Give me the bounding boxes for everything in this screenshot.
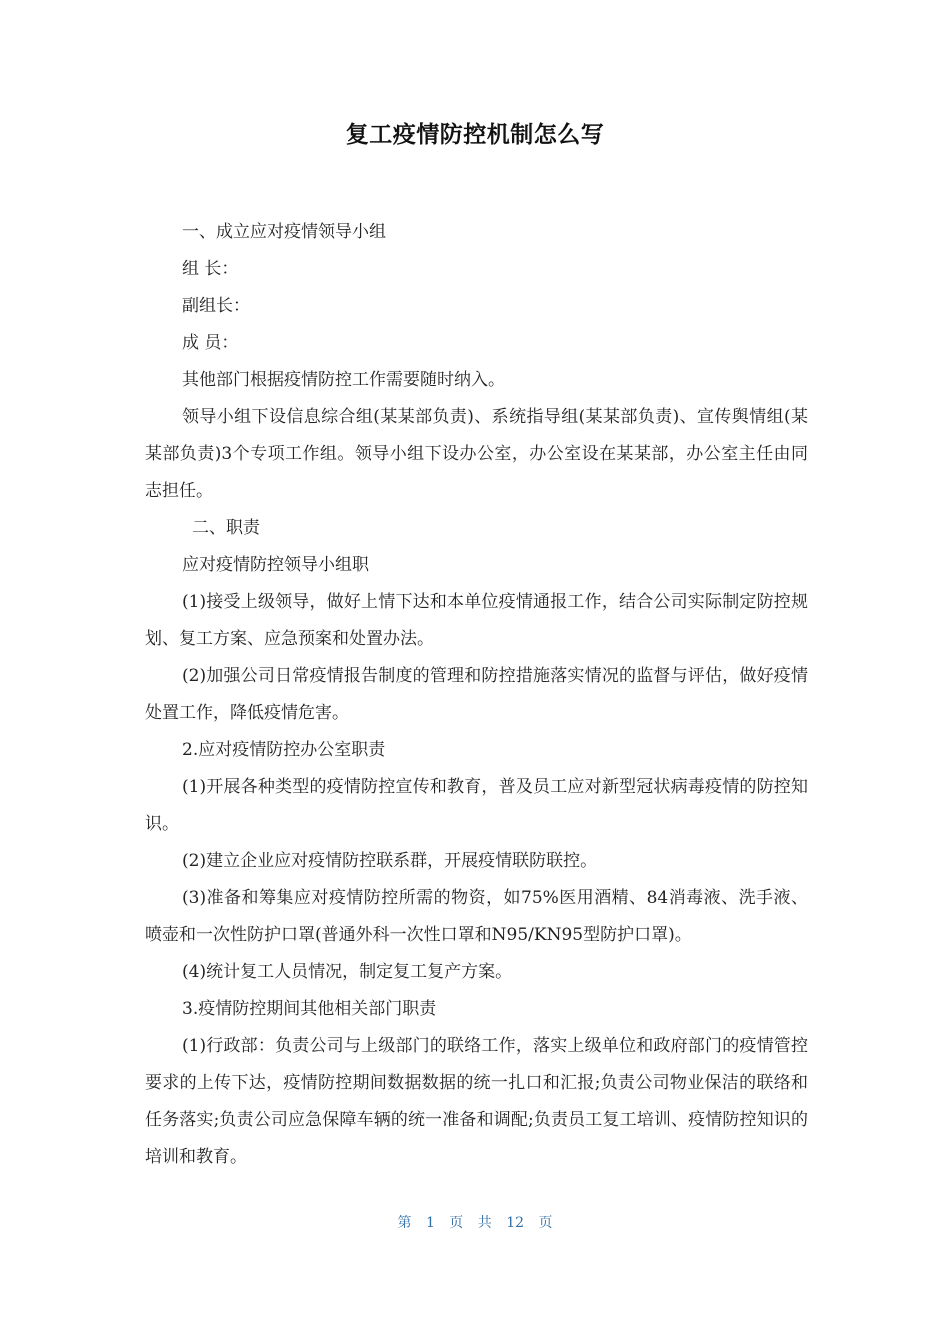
paragraph: 应对疫情防控领导小组职 (182, 555, 369, 575)
section-heading-1: 一、成立应对疫情领导小组 (182, 222, 386, 242)
document-title: 复工疫情防控机制怎么写 (345, 122, 605, 148)
document-body (145, 214, 808, 1176)
paragraph: (2)建立企业应对疫情防控联系群，开展疫情联防联控。 (182, 851, 598, 871)
paragraph: (4)统计复工人员情况，制定复工复产方案。 (182, 962, 513, 982)
deputy-leader-line: 副组长： (182, 296, 250, 316)
paragraph: 其他部门根据疫情防控工作需要随时纳入。 (182, 370, 505, 390)
paragraph: (1)接受上级领导，做好上情下达和本单位疫情通报工作，结合公司实际制定防控规划、复工方案、应急预案和处置办法。 (145, 592, 808, 649)
members-line: 成 员： (182, 333, 239, 353)
paragraph: (2)加强公司日常疫情报告制度的管理和防控措施落实情况的监督与评估，做好疫情处置工作，降低疫情危害。 (145, 666, 808, 723)
page-number-footer: 第 1 页 共 12 页 (397, 1215, 553, 1231)
paragraph: (1)开展各种类型的疫情防控宣传和教育，普及员工应对新型冠状病毒疫情的防控知识。 (145, 777, 808, 834)
section-heading-2: 二、职责 (192, 518, 260, 538)
paragraph: 领导小组下设信息综合组(某某部负责)、系统指导组(某某部负责)、宣传舆情组(某某部负责)3个专项工作组。领导小组下设办公室，办公室设在某某部，办公室主任由同志担任。 (145, 407, 808, 501)
group-leader-line: 组 长： (182, 259, 239, 279)
paragraph: (1)行政部：负责公司与上级部门的联络工作，落实上级单位和政府部门的疫情管控要求的上传下达，疫情防控期间数据数据的统一扎口和汇报;负责公司物业保洁的联络和任务落实;负责公司应急保障车辆的统一准备和调配;负责员工复工培训、疫情防控知识的培训和教育。 (145, 1036, 808, 1167)
subsection-heading: 2.应对疫情防控办公室职责 (182, 740, 386, 760)
paragraph: (3)准备和筹集应对疫情防控所需的物资，如75%医用酒精、84消毒液、洗手液、喷壶和一次性防护口罩(普通外科一次性口罩和N95/KN95型防护口罩)。 (145, 888, 808, 945)
subsection-heading: 3.疫情防控期间其他相关部门职责 (182, 999, 437, 1019)
